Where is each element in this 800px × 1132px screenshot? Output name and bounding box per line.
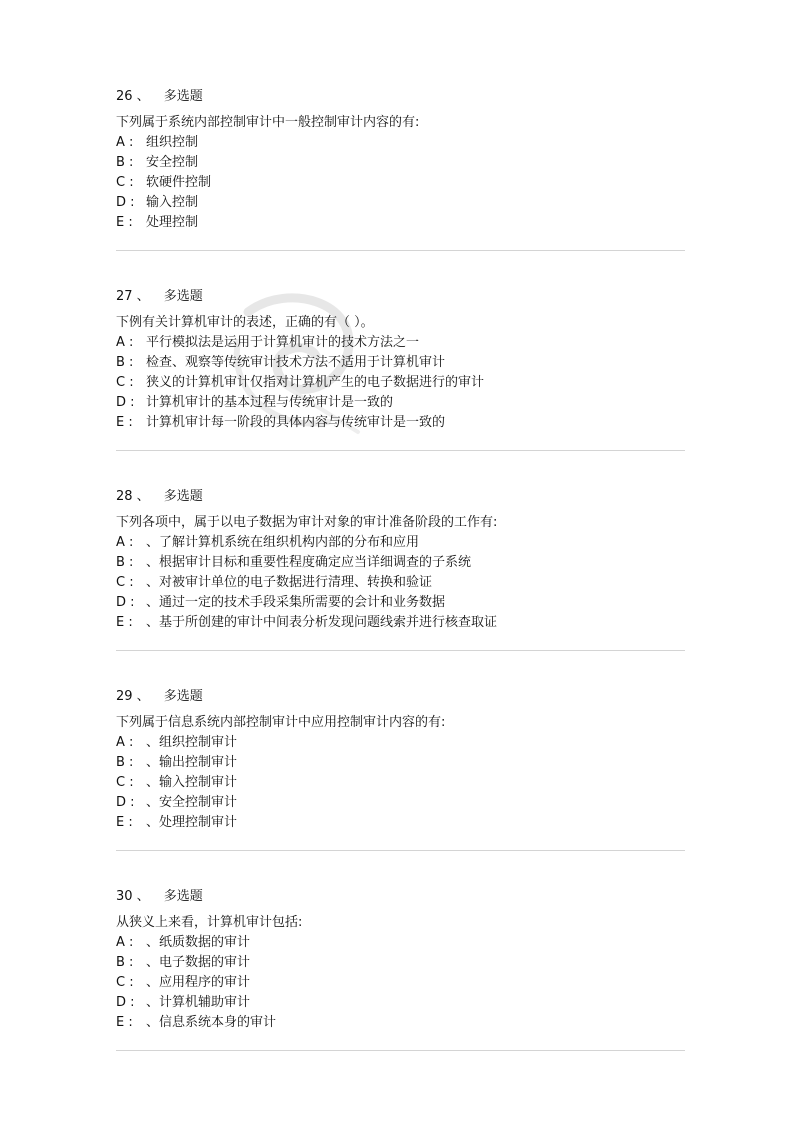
option-b <box>116 553 686 573</box>
option-text: 安全控制 <box>146 155 199 170</box>
option-text: 、根据审计目标和重要性程度确定应当详细调查的子系统 <box>146 555 472 570</box>
option-e <box>116 613 686 633</box>
option-text: 软硬件控制 <box>146 175 212 190</box>
option-text: 输入控制 <box>146 195 199 210</box>
option-e <box>116 413 686 433</box>
option-e <box>116 213 686 233</box>
option-text: 检查、观察等传统审计技术方法不适用于计算机审计 <box>146 355 446 370</box>
option-text: 、通过一定的技术手段采集所需要的会计和业务数据 <box>146 595 446 610</box>
option-letter: C : <box>116 175 134 190</box>
option-letter: C : <box>116 375 134 390</box>
option-text: 、电子数据的审计 <box>146 955 251 970</box>
question-number: 28 、 <box>116 489 150 504</box>
question-divider <box>116 650 685 651</box>
option-b <box>116 753 686 773</box>
question-28 <box>116 487 686 633</box>
option-letter: B : <box>116 155 134 170</box>
option-text: 、信息系统本身的审计 <box>146 1015 277 1030</box>
option-letter: B : <box>116 755 134 770</box>
option-text: 组织控制 <box>146 135 199 150</box>
option-c <box>116 773 686 793</box>
option-letter: E : <box>116 215 133 230</box>
question-header <box>116 887 686 907</box>
option-a <box>116 733 686 753</box>
option-letter: E : <box>116 815 133 830</box>
question-type: 多选题 <box>163 889 203 904</box>
option-e <box>116 1013 686 1033</box>
question-stem: 下列属于信息系统内部控制审计中应用控制审计内容的有: <box>116 715 446 730</box>
option-text: 、了解计算机系统在组织机构内部的分布和应用 <box>146 535 420 550</box>
option-d <box>116 193 686 213</box>
option-text: 计算机审计的基本过程与传统审计是一致的 <box>146 395 394 410</box>
question-type: 多选题 <box>163 689 203 704</box>
option-a <box>116 933 686 953</box>
option-letter: B : <box>116 355 134 370</box>
option-text: 、计算机辅助审计 <box>146 995 251 1010</box>
option-b <box>116 953 686 973</box>
question-27 <box>116 287 686 433</box>
option-letter: D : <box>116 995 135 1010</box>
option-d <box>116 593 686 613</box>
question-stem: 下列各项中，属于以电子数据为审计对象的审计准备阶段的工作有: <box>116 515 498 530</box>
option-letter: B : <box>116 955 134 970</box>
option-c <box>116 173 686 193</box>
option-a <box>116 533 686 553</box>
option-letter: A : <box>116 935 134 950</box>
option-text: 、纸质数据的审计 <box>146 935 251 950</box>
option-letter: E : <box>116 415 133 430</box>
option-text: 、输出控制审计 <box>146 755 238 770</box>
option-letter: E : <box>116 1015 133 1030</box>
option-e <box>116 813 686 833</box>
option-b <box>116 153 686 173</box>
question-header <box>116 287 686 307</box>
option-text: 狭义的计算机审计仅指对计算机产生的电子数据进行的审计 <box>146 375 485 390</box>
question-header <box>116 687 686 707</box>
option-letter: A : <box>116 735 134 750</box>
question-header <box>116 487 686 507</box>
option-text: 、基于所创建的审计中间表分析发现问题线索并进行核查取证 <box>146 615 498 630</box>
question-type: 多选题 <box>163 489 203 504</box>
option-d <box>116 793 686 813</box>
question-header <box>116 87 686 107</box>
option-c <box>116 373 686 393</box>
option-c <box>116 973 686 993</box>
option-c <box>116 573 686 593</box>
option-text: 、处理控制审计 <box>146 815 238 830</box>
option-letter: B : <box>116 555 134 570</box>
question-type: 多选题 <box>163 89 203 104</box>
option-d <box>116 993 686 1013</box>
option-text: 、组织控制审计 <box>146 735 238 750</box>
option-letter: E : <box>116 615 133 630</box>
question-30 <box>116 887 686 1033</box>
option-text: 、安全控制审计 <box>146 795 238 810</box>
question-divider <box>116 1050 685 1051</box>
question-number: 29 、 <box>116 689 150 704</box>
question-stem: 从狭义上来看，计算机审计包括: <box>116 915 303 930</box>
option-text: 平行模拟法是运用于计算机审计的技术方法之一 <box>146 335 420 350</box>
option-letter: D : <box>116 195 135 210</box>
option-d <box>116 393 686 413</box>
option-text: 计算机审计每一阶段的具体内容与传统审计是一致的 <box>146 415 446 430</box>
question-26 <box>116 87 686 233</box>
option-a <box>116 133 686 153</box>
option-letter: A : <box>116 535 134 550</box>
question-number: 26 、 <box>116 89 150 104</box>
option-letter: D : <box>116 795 135 810</box>
question-divider <box>116 450 685 451</box>
option-letter: A : <box>116 135 134 150</box>
option-a <box>116 333 686 353</box>
option-letter: D : <box>116 395 135 410</box>
option-letter: D : <box>116 595 135 610</box>
question-type: 多选题 <box>163 289 203 304</box>
option-b <box>116 353 686 373</box>
option-letter: C : <box>116 975 134 990</box>
question-number: 27 、 <box>116 289 150 304</box>
option-text: 、输入控制审计 <box>146 775 238 790</box>
option-text: 、应用程序的审计 <box>146 975 251 990</box>
question-divider <box>116 850 685 851</box>
option-letter: C : <box>116 575 134 590</box>
question-stem: 下例有关计算机审计的表述，正确的有（ ）。 <box>116 315 374 330</box>
question-divider <box>116 250 685 251</box>
option-letter: A : <box>116 335 134 350</box>
question-stem: 下列属于系统内部控制审计中一般控制审计内容的有: <box>116 115 420 130</box>
question-number: 30 、 <box>116 889 150 904</box>
option-text: 处理控制 <box>146 215 199 230</box>
option-text: 、对被审计单位的电子数据进行清理、转换和验证 <box>146 575 433 590</box>
option-letter: C : <box>116 775 134 790</box>
question-29 <box>116 687 686 833</box>
